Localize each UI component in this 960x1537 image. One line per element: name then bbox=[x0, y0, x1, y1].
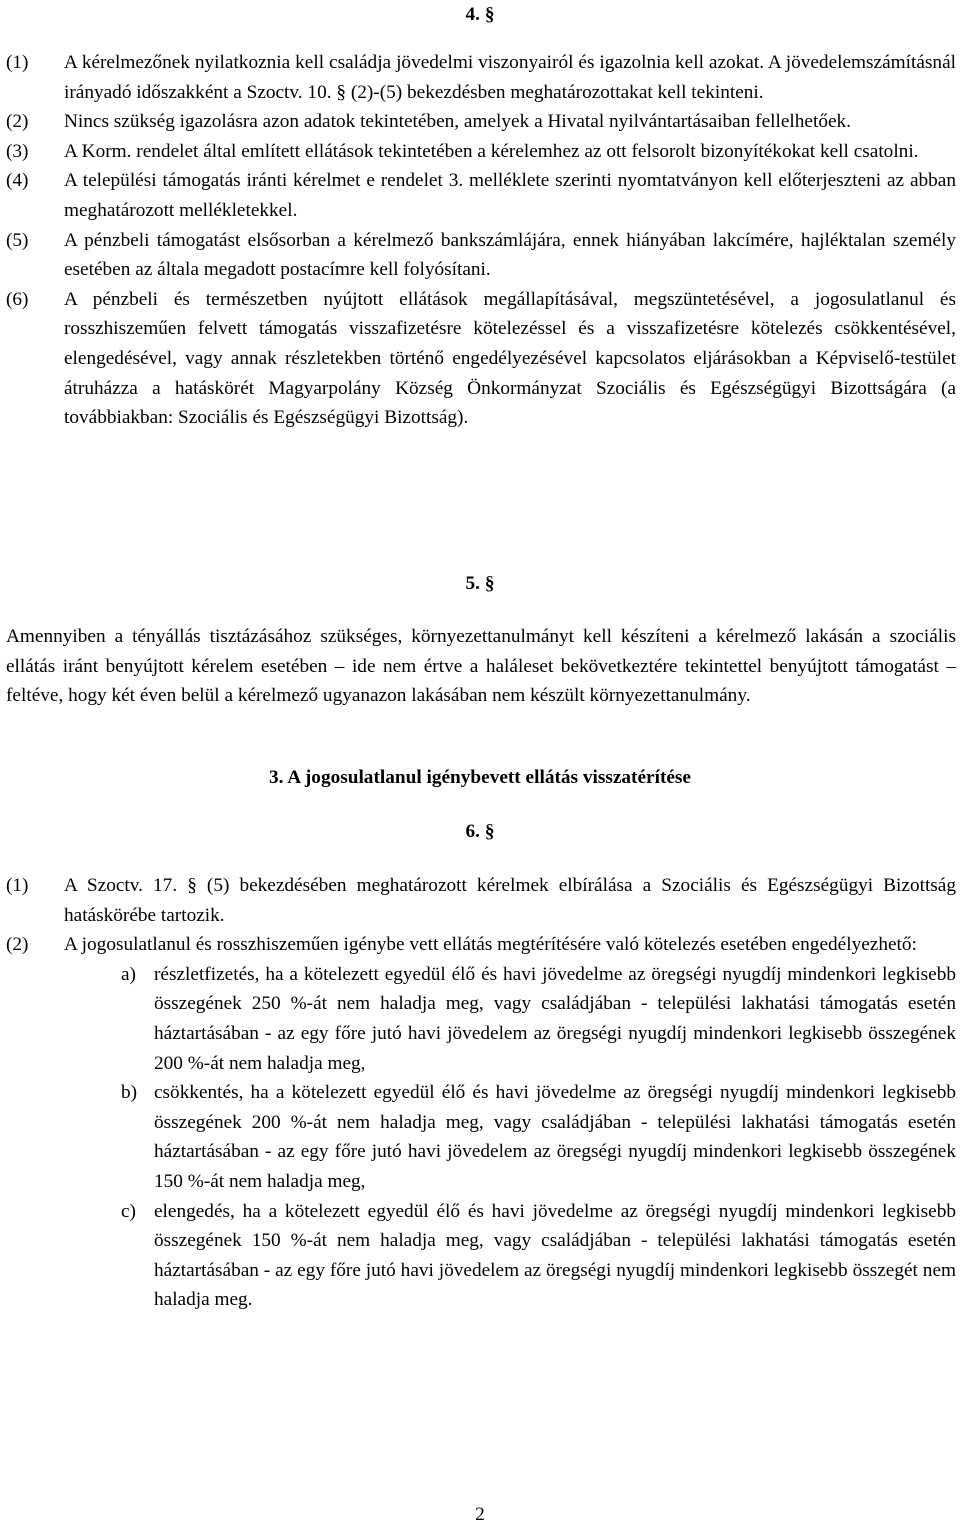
item-text: A Korm. rendelet által említett ellátások tekintetében a kérelemhez az ott felsorolt bizonyítékokat kell csatolni. bbox=[64, 140, 919, 162]
item-number: (2) bbox=[6, 111, 29, 133]
section-6-subitem-b bbox=[6, 1078, 956, 1196]
item-number: (3) bbox=[6, 140, 29, 162]
section-5-body bbox=[6, 622, 956, 711]
item-text: A jogosulatlanul és rosszhiszeműen igénybe vett ellátás megtérítésére való kötelezés esetében engedélyezhető: bbox=[64, 934, 917, 956]
item-text: A pénzbeli támogatást elsősorban a kérelmező bankszámlájára, ennek hiányában lakcímére, hajléktalan személy esetében az általa megadott postacímre kell folyósítani. bbox=[64, 229, 956, 281]
section-5-text: Amennyiben a tényállás tisztázásához szükséges, környezettanulmányt kell készíteni a kérelmező lakásán a szociális ellátás iránt benyújtott kérelem esetében – ide nem értve a haláleset bekövetkeztére tekintettel benyújtott támogatást – feltéve, hogy két éven belül a kérelmező ugyanazon lakásában nem készült környezettanulmány. bbox=[6, 626, 956, 707]
section-5-heading: 5. § bbox=[465, 573, 495, 594]
item-text: Nincs szükség igazolásra azon adatok tekintetében, amelyek a Hivatal nyilvántartásaiban fellelhetőek. bbox=[64, 111, 852, 133]
subitem-text: részletfizetés, ha a kötelezett egyedül élő és havi jövedelme az öregségi nyugdíj mindenkori legkisebb összegének 250 %-át nem haladja meg, vagy családjában - települési lakhatási támogatás esetén háztartásában - az egy főre jutó havi jövedelem az öregségi nyugdíj mindenkori legkisebb összegének 200 %-át nem haladja meg, bbox=[154, 963, 956, 1074]
item-text: A települési támogatás iránti kérelmet e rendelet 3. melléklete szerinti nyomtatványon kell előterjeszteni az abban meghatározott mellékletekkel. bbox=[64, 170, 956, 221]
item-text: A kérelmezőnek nyilatkoznia kell családja jövedelmi viszonyairól és igazolnia kell azokat. A jövedelemszámításnál irányadó időszakként a Szoctv. 10. § (2)-(5) bekezdésben meghatározottakat kell tekinteni. bbox=[64, 52, 956, 103]
item-number: (2) bbox=[6, 934, 29, 956]
section-4-heading: 4. § bbox=[465, 4, 495, 25]
section-6-item-1 bbox=[6, 871, 956, 930]
section-6-item-2 bbox=[6, 930, 956, 960]
section-6-subitem-a bbox=[6, 960, 956, 1078]
item-number: (4) bbox=[6, 170, 29, 192]
section-4-item-3 bbox=[6, 137, 956, 167]
item-text: A Szoctv. 17. § (5) bekezdésében meghatározott kérelmek elbírálása a Szociális és Egészségügyi Bizottság hatáskörébe tartozik. bbox=[64, 875, 956, 926]
page-number: 2 bbox=[475, 1504, 485, 1525]
section-4-item-4 bbox=[6, 166, 956, 225]
section-4-item-6 bbox=[6, 285, 956, 433]
item-text: A pénzbeli és természetben nyújtott ellátások megállapításával, megszüntetésével, a jogosulatlanul és rosszhiszeműen felvett támogatás visszafizetésre kötelezéssel és a visszafizetésre kötelezés csökkentésével, elengedésével, vagy annak részletekben történő engedélyezésével kapcsolatos eljárásokban a Képviselő-testület átruházza a hatáskörét Magyarpolány Község Önkormányzat Szociális és Egészségügyi Bizottságára (a továbbiakban: Szociális és Egészségügyi Bizottság). bbox=[64, 288, 956, 429]
section-6-body bbox=[6, 871, 956, 1315]
subitem-text: elengedés, ha a kötelezett egyedül élő és havi jövedelme az öregségi nyugdíj mindenkori legkisebb összegének 150 %-át nem haladja meg, vagy családjában - települési lakhatási támogatás esetén háztartásában - az egy főre jutó havi jövedelem az öregségi nyugdíj mindenkori legkisebb összegét nem haladja meg. bbox=[154, 1200, 956, 1311]
subitem-label: c) bbox=[121, 1200, 136, 1222]
item-number: (5) bbox=[6, 229, 29, 251]
section-4-body bbox=[6, 48, 956, 433]
subitem-label: a) bbox=[121, 963, 136, 985]
chapter-3-title: 3. A jogosulatlanul igénybevett ellátás visszatérítése bbox=[268, 767, 691, 788]
section-4-item-1 bbox=[6, 48, 956, 107]
section-4-item-2 bbox=[6, 107, 956, 137]
item-number: (1) bbox=[6, 875, 29, 896]
item-number: (1) bbox=[6, 52, 29, 73]
subitem-text: csökkentés, ha a kötelezett egyedül élő és havi jövedelme az öregségi nyugdíj mindenkori legkisebb összegének 200 %-át nem haladja meg, vagy családjában - települési lakhatási támogatás esetén háztartásában - az egy főre jutó havi jövedelem az öregségi nyugdíj mindenkori legkisebb összegének 150 %-át nem haladja meg, bbox=[154, 1082, 956, 1192]
section-6-subitem-c bbox=[6, 1197, 956, 1315]
section-4-item-5 bbox=[6, 226, 956, 285]
subitem-label: b) bbox=[121, 1082, 138, 1104]
item-number: (6) bbox=[6, 288, 29, 310]
section-6-heading: 6. § bbox=[465, 821, 495, 842]
